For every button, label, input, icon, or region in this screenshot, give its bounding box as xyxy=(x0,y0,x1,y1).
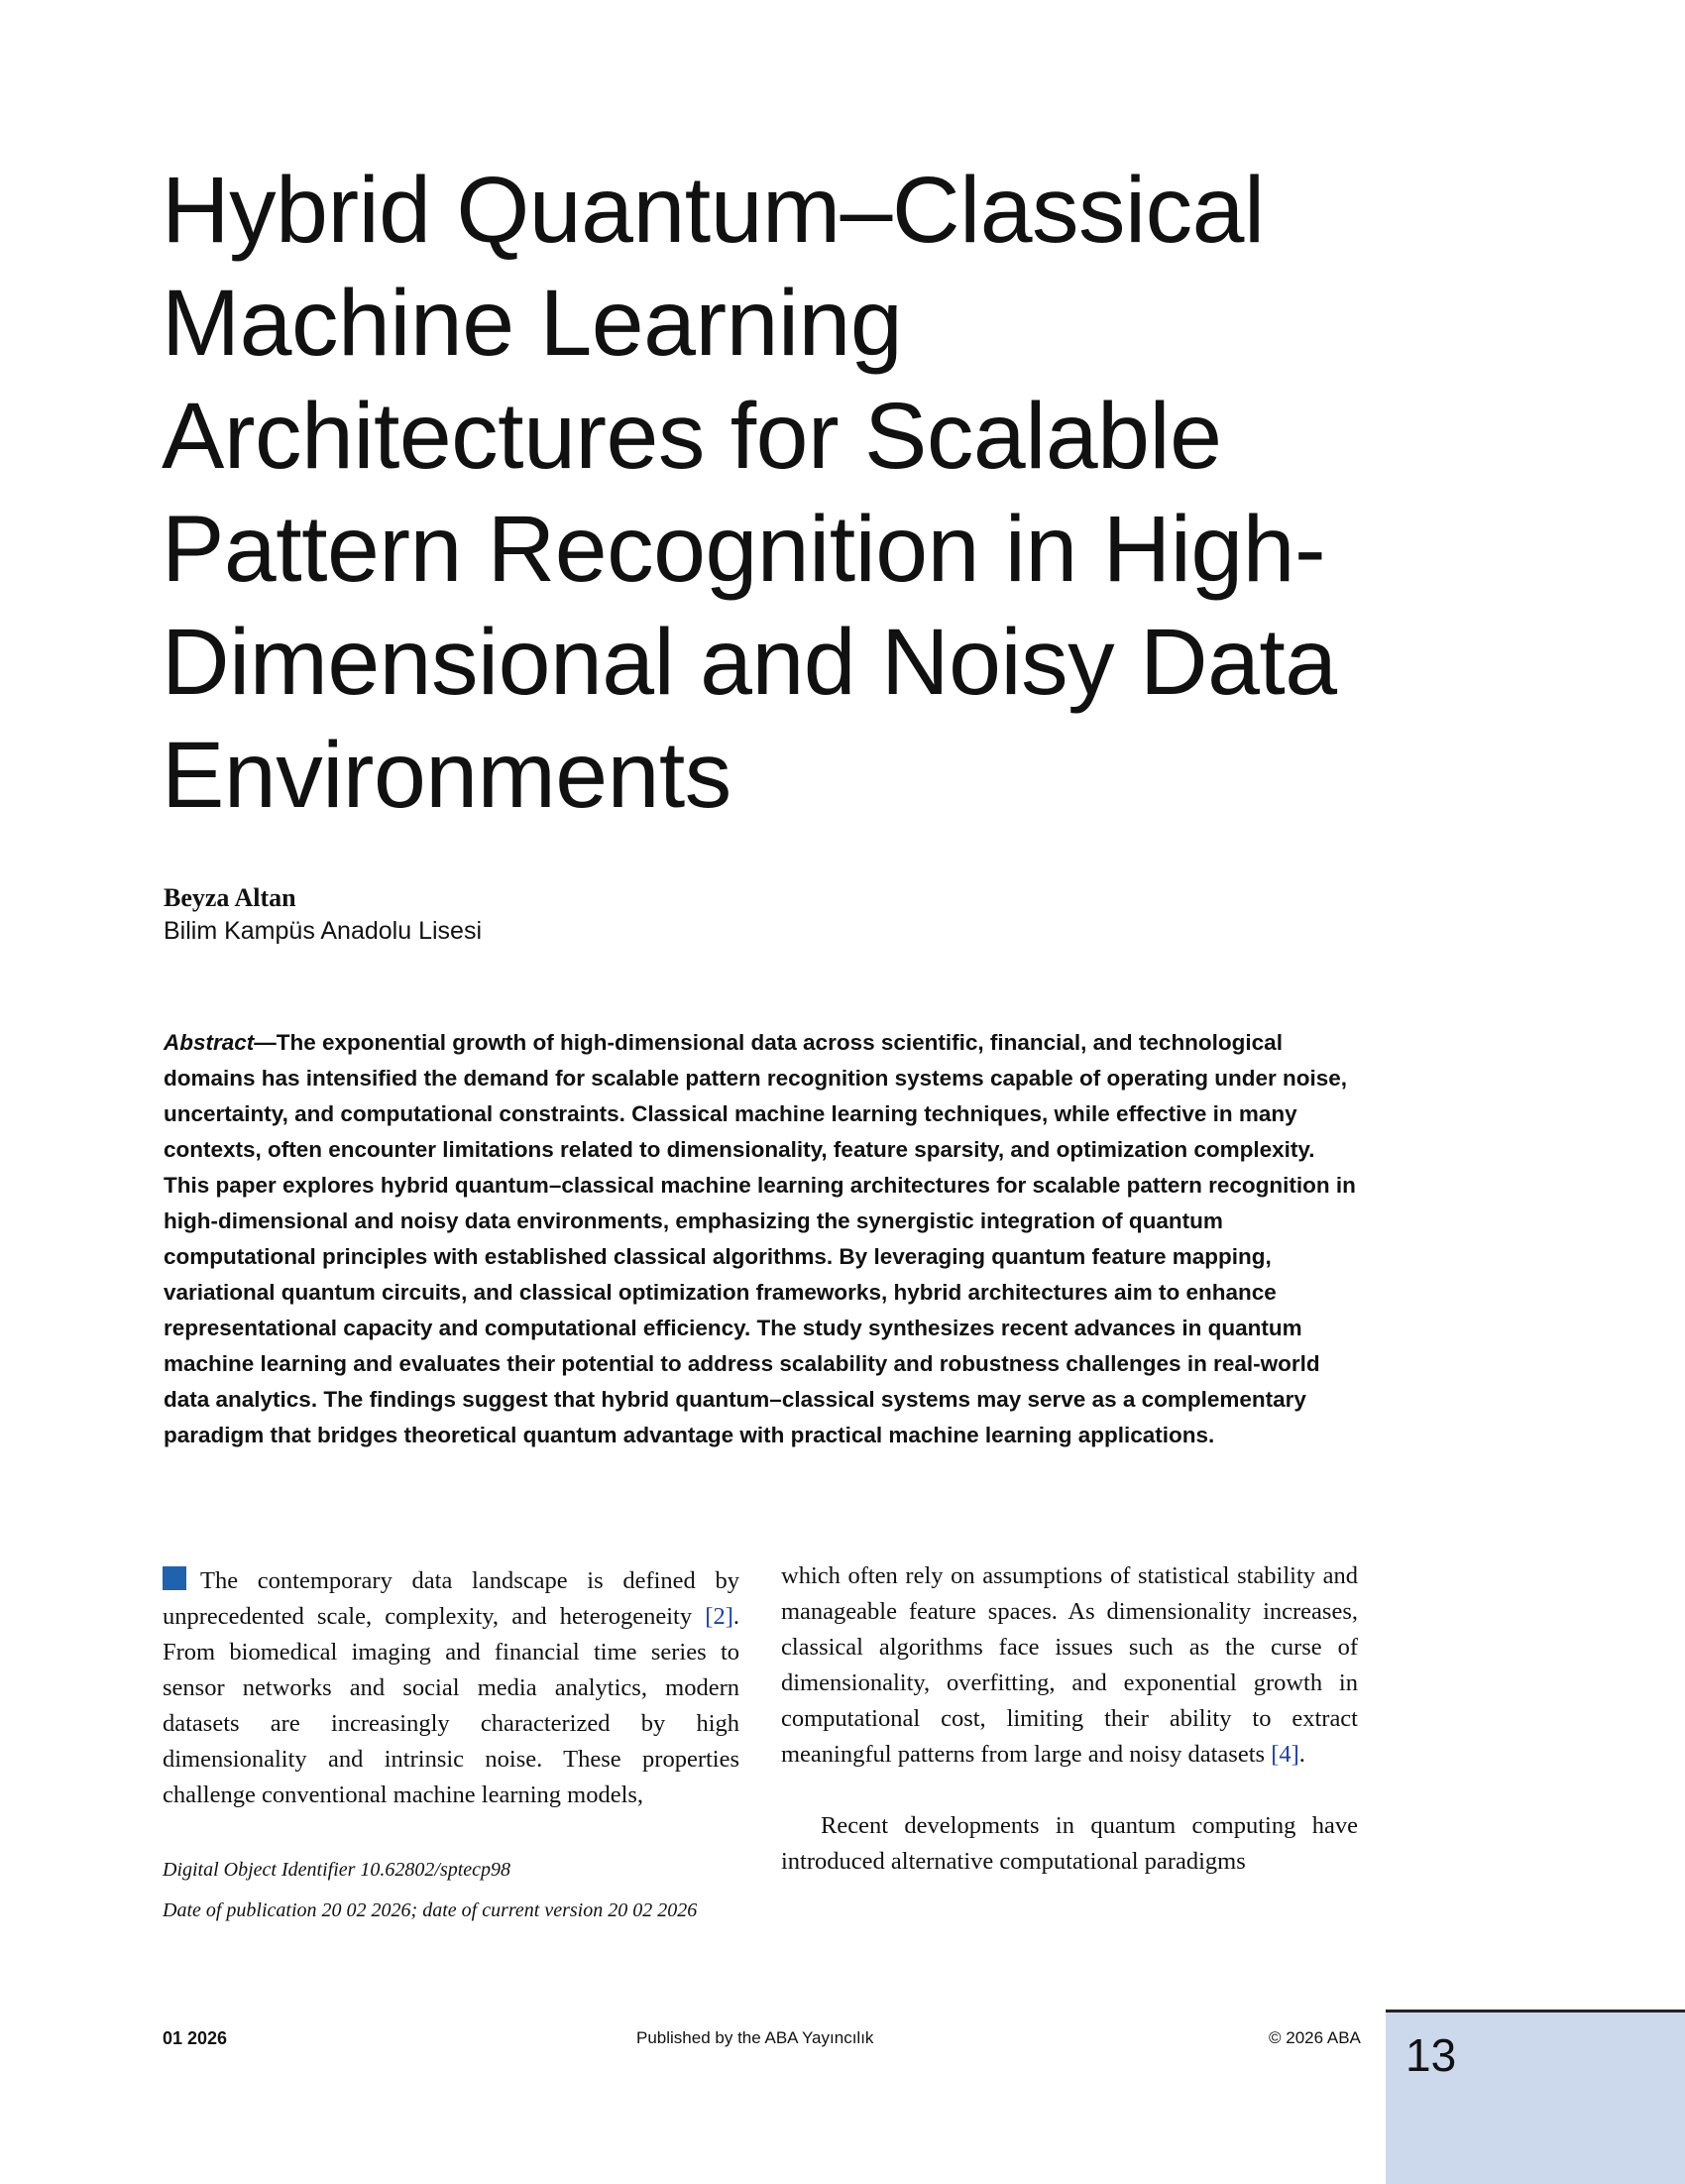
abstract xyxy=(164,1025,1363,1453)
footnote xyxy=(163,1850,739,1931)
body-text: The contemporary data landscape is defined by unprecedented scale, complexity, and heterogeneity xyxy=(163,1567,739,1630)
author-affiliation: Bilim Kampüs Anadolu Lisesi xyxy=(164,917,482,945)
body-column-right xyxy=(781,1558,1358,1880)
footer-issue: 01 2026 xyxy=(163,2028,228,2048)
body-paragraph xyxy=(163,1563,739,1813)
publication-dates: Date of publication 20 02 2026; date of current version 20 02 2026 xyxy=(163,1899,698,1921)
author-name: Beyza Altan xyxy=(164,883,296,912)
page-number: 13 xyxy=(1405,2029,1457,2081)
footer-copyright: © 2026 ABA xyxy=(1269,2028,1361,2047)
body-text: . xyxy=(1298,1741,1305,1768)
abstract-lead: Abstract xyxy=(164,1030,255,1055)
body-column-left xyxy=(163,1563,739,1813)
author-block xyxy=(164,882,482,948)
section-start-marker-icon xyxy=(163,1566,186,1590)
footer-publisher: Published by the ABA Yayıncılık xyxy=(636,2028,874,2047)
doi-line: Digital Object Identifier 10.62802/sptecp98 xyxy=(163,1859,511,1881)
paper-title: Hybrid Quantum–Classical Machine Learning Architectures for Scalable Pattern Recognition in High-Dimensional and Noisy Data Environments xyxy=(162,158,1337,828)
reference-link-4[interactable]: [4] xyxy=(1271,1741,1299,1768)
body-text: . From biomedical imaging and financial time series to sensor networks and social media analytics, modern datasets are increasingly characterized by high dimensionality and intrinsic noise. These properties challenge conventional machine learning models, xyxy=(163,1603,739,1808)
body-paragraph xyxy=(781,1558,1358,1773)
reference-link-2[interactable]: [2] xyxy=(705,1603,733,1630)
body-text: which often rely on assumptions of statistical stability and manageable feature spaces. As dimensionality increases, classical algorithms face issues such as the curse of dimensionality, overfitting, and exponential growth in computational cost, limiting their ability to extract meaningful patterns from large and noisy datasets xyxy=(781,1562,1358,1768)
body-paragraph: Recent developments in quantum computing have introduced alternative computational paradigms xyxy=(781,1812,1358,1875)
abstract-body: —The exponential growth of high-dimensional data across scientific, financial, and technological domains has intensified the demand for scalable pattern recognition systems capable of operating under noise, uncertainty, and computational constraints. Classical machine learning techniques, while effective in many contexts, often encounter limitations related to dimensionality, feature sparsity, and optimization complexity. This paper explores hybrid quantum–classical machine learning architectures for scalable pattern recognition in high-dimensional and noisy data environments, emphasizing the synergistic integration of quantum computational principles with established classical algorithms. By leveraging quantum feature mapping, variational quantum circuits, and classical optimization frameworks, hybrid architectures aim to enhance representational capacity and computational efficiency. The study synthesizes recent advances in quantum machine learning and evaluates their potential to address scalability and robustness challenges in real-world data analytics. The findings suggest that hybrid quantum–classical systems may serve as a complementary paradigm that bridges theoretical quantum advantage with practical machine learning applications. xyxy=(164,1030,1356,1447)
page-number-tab xyxy=(1386,2010,1685,2184)
